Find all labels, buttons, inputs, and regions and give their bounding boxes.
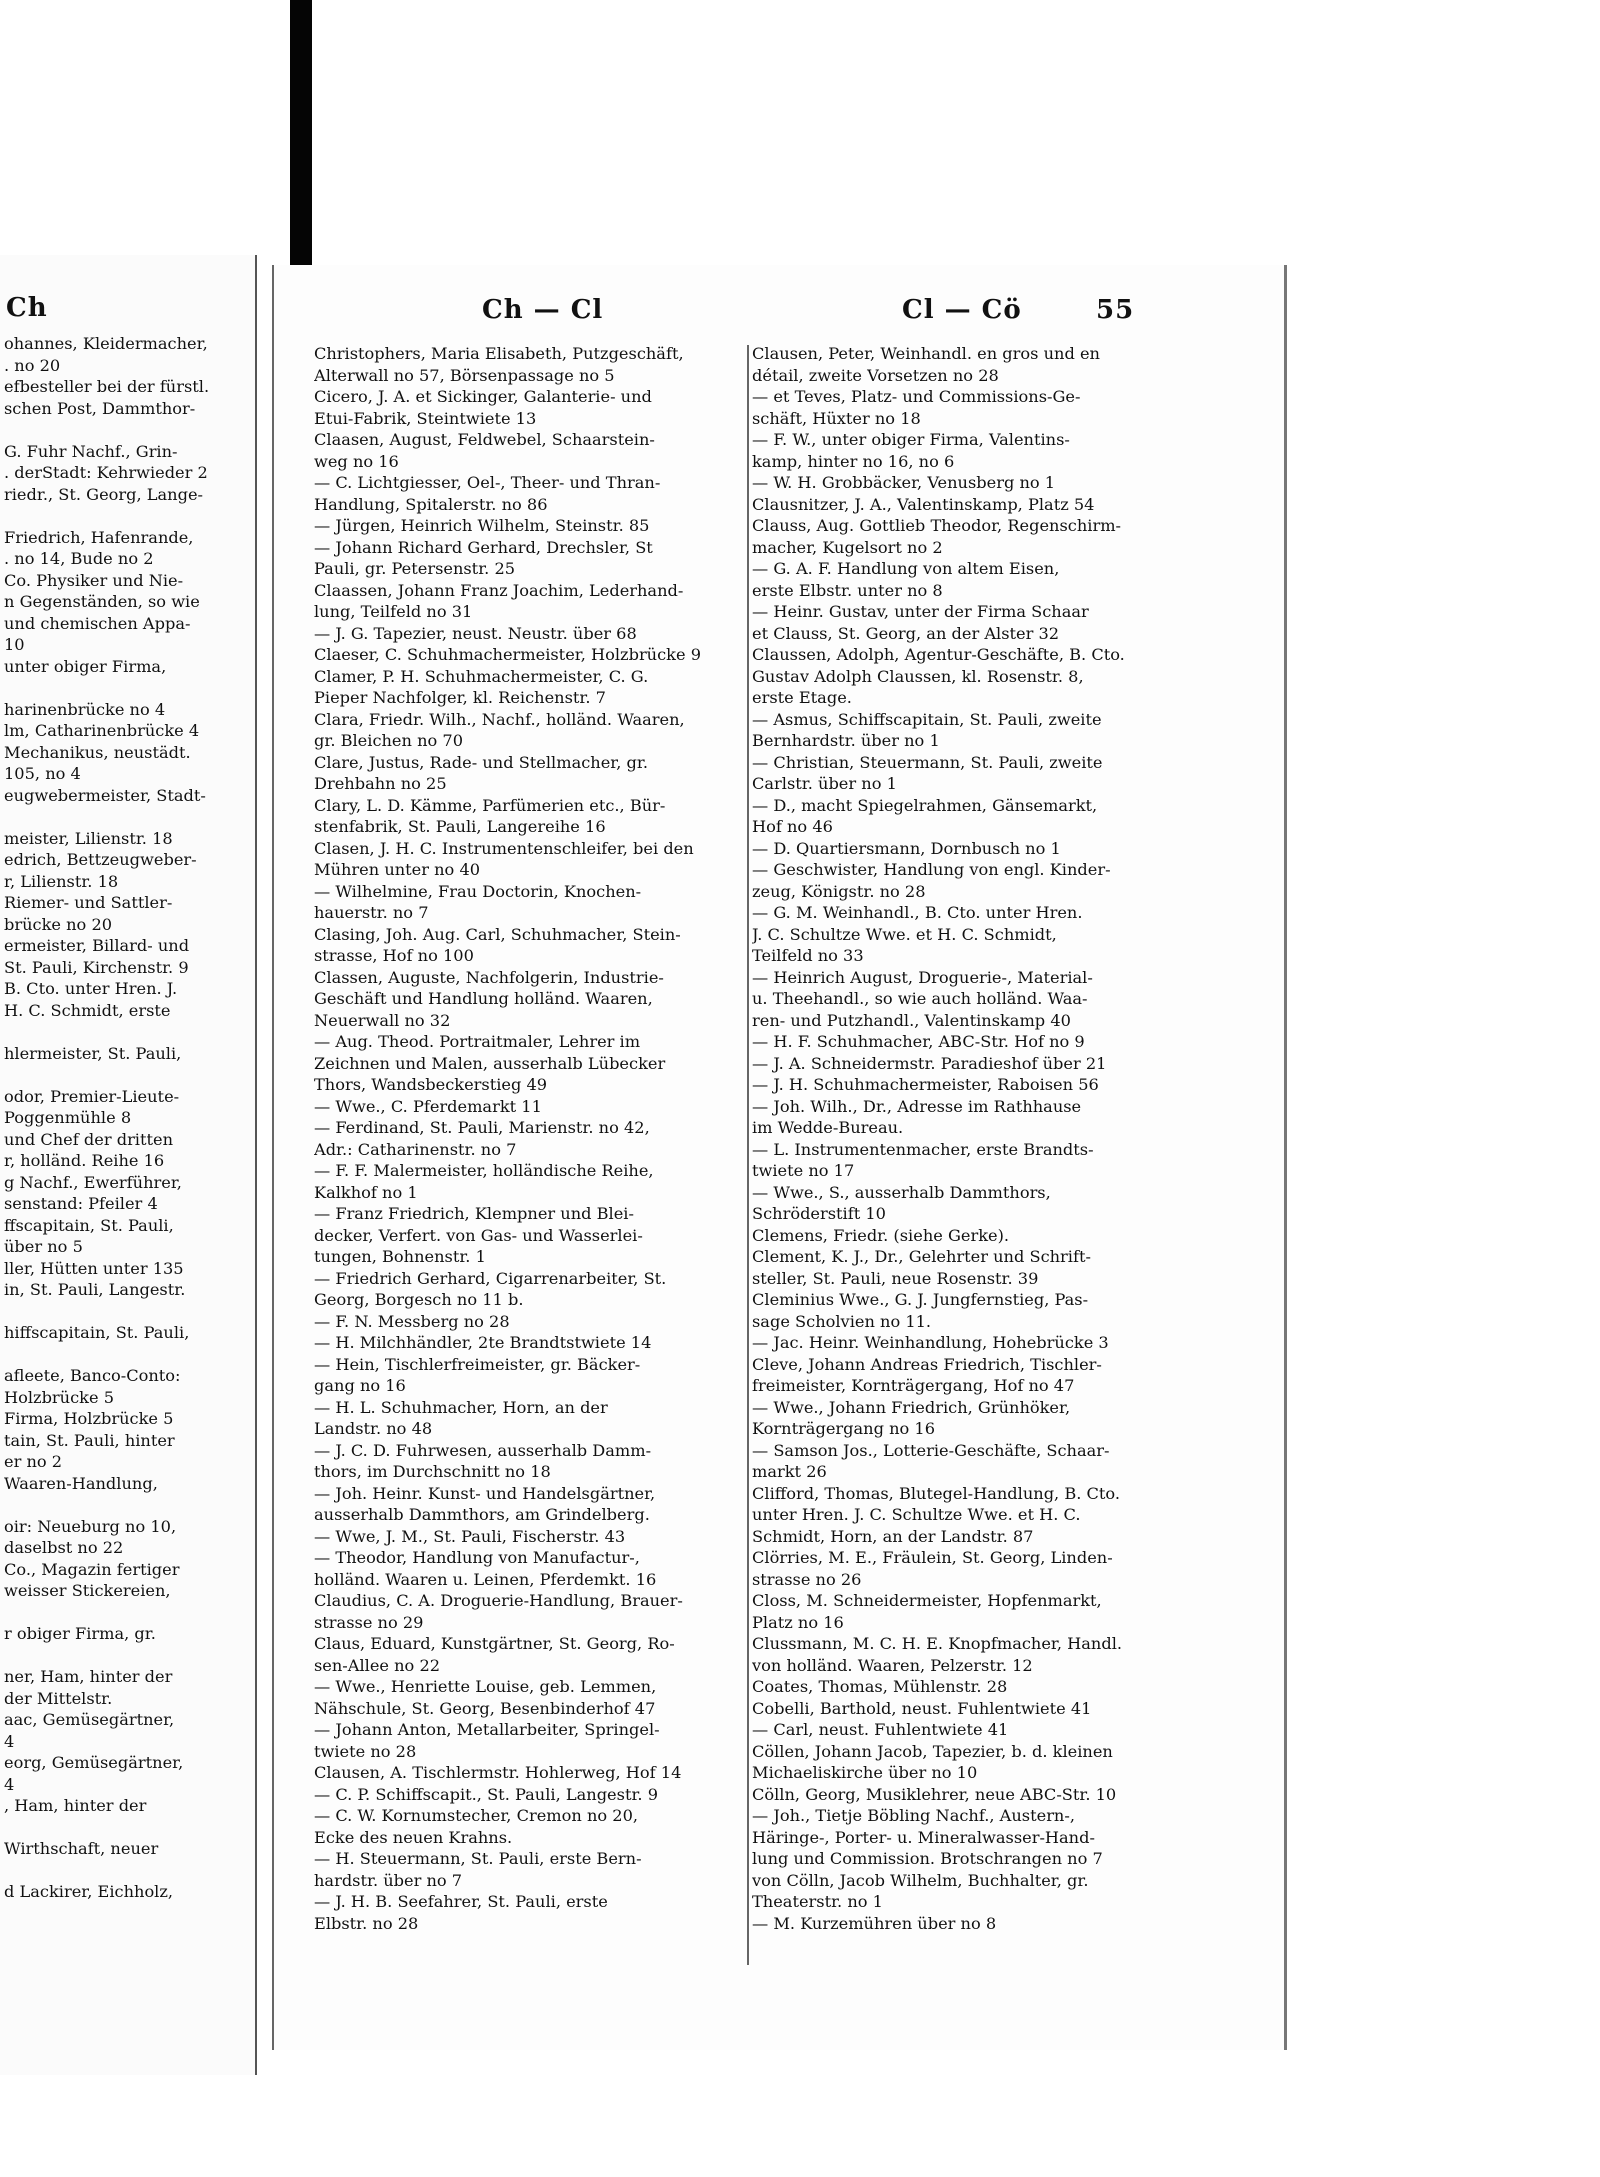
directory-line: B. Cto. unter Hren. J. <box>4 979 178 998</box>
directory-entry-line: Clasing, Joh. Aug. Carl, Schuhmacher, Stein- <box>314 924 681 944</box>
directory-entry-line: erste Elbstr. unter no 8 <box>752 580 943 600</box>
directory-entry-line: — G. M. Weinhandl., B. Cto. unter Hren. <box>752 903 1083 922</box>
directory-entry-line: — F. W., unter obiger Firma, Valentins- <box>752 430 1070 449</box>
directory-entry-line: — H. Milchhändler, 2te Brandtstwiete 14 <box>314 1333 652 1352</box>
directory-entry-line: Ecke des neuen Krahns. <box>314 1827 513 1847</box>
directory-entry-line: — Ferdinand, St. Pauli, Marienstr. no 42, <box>314 1118 650 1137</box>
directory-entry-line: zeug, Königstr. no 28 <box>752 881 926 901</box>
directory-entry-line: Theaterstr. no 1 <box>752 1892 883 1911</box>
directory-line: r, holländ. Reihe 16 <box>4 1151 165 1170</box>
directory-entry-line: Classen, Auguste, Nachfolgerin, Industrie- <box>314 967 664 987</box>
directory-entry-line: — Hein, Tischlerfreimeister, gr. Bäcker- <box>314 1354 641 1374</box>
directory-entry-line: weg no 16 <box>314 451 399 471</box>
directory-line: und Chef der dritten <box>4 1129 174 1149</box>
directory-entry-line: Pauli, gr. Petersenstr. 25 <box>314 559 516 578</box>
directory-entry-line: — Franz Friedrich, Klempner und Blei- <box>314 1204 634 1223</box>
directory-line: weisser Stickereien, <box>4 1581 171 1600</box>
directory-entry-line: Claassen, Johann Franz Joachim, Lederhand- <box>314 580 684 600</box>
directory-entry-line: von Cölln, Jacob Wilhelm, Buchhalter, gr. <box>752 1870 1089 1890</box>
directory-entry-line: — Wwe., Henriette Louise, geb. Lemmen, <box>314 1677 657 1696</box>
directory-entry-line: — J. C. D. Fuhrwesen, ausserhalb Damm- <box>314 1440 652 1460</box>
directory-line <box>4 1344 252 1366</box>
directory-entry-line: Cöllen, Johann Jacob, Tapezier, b. d. kleinen <box>752 1741 1113 1761</box>
directory-line: 10 <box>4 635 25 654</box>
directory-entry-line: Claudius, C. A. Droguerie-Handlung, Brauer- <box>314 1591 683 1610</box>
directory-entry-line: Schmidt, Horn, an der Landstr. 87 <box>752 1526 1034 1546</box>
directory-entry-line: u. Theehandl., so wie auch holländ. Waa- <box>752 989 1088 1008</box>
directory-line <box>4 1301 252 1323</box>
directory-entry-line: Cleve, Johann Andreas Friedrich, Tischler- <box>752 1354 1102 1374</box>
directory-entry-line: Clara, Friedr. Wilh., Nachf., holländ. Waaren, <box>314 709 685 729</box>
directory-entry-line: stenfabrik, St. Pauli, Langereihe 16 <box>314 817 606 836</box>
directory-entry-line: twiete no 17 <box>752 1161 855 1180</box>
directory-line: über no 5 <box>4 1237 83 1256</box>
directory-entry-line: — Johann Richard Gerhard, Drechsler, St <box>314 537 653 557</box>
directory-entry-line: Christophers, Maria Elisabeth, Putzgeschäft, <box>314 344 684 363</box>
page-number: 55 <box>1096 295 1135 325</box>
directory-line: meister, Lilienstr. 18 <box>4 828 173 848</box>
directory-entry-line: Hof no 46 <box>752 817 833 836</box>
directory-line: g Nachf., Ewerführer, <box>4 1172 182 1192</box>
directory-line <box>4 1860 252 1882</box>
directory-line: . no 20 <box>4 355 61 375</box>
directory-line <box>4 806 252 828</box>
directory-entry-line: — Samson Jos., Lotterie-Geschäfte, Schaar- <box>752 1440 1110 1460</box>
directory-entry-line: Bernhardstr. über no 1 <box>752 731 940 750</box>
directory-entry-line: Teilfeld no 33 <box>752 946 864 965</box>
directory-entry-line: Handlung, Spitalerstr. no 86 <box>314 494 548 514</box>
directory-entry-line: Cicero, J. A. et Sickinger, Galanterie- und <box>314 387 652 406</box>
directory-entry-line: Häringe-, Porter- u. Mineralwasser-Hand- <box>752 1827 1095 1847</box>
directory-entry-line: Clasen, J. H. C. Instrumentenschleifer, bei den <box>314 838 694 858</box>
directory-line: efbesteller bei der fürstl. <box>4 377 210 396</box>
directory-entry-line: sage Scholvien no 11. <box>752 1311 932 1331</box>
directory-line: ermeister, Billard- und <box>4 936 190 955</box>
directory-entry-line: Clausen, Peter, Weinhandl. en gros und en <box>752 344 1100 363</box>
directory-entry-line: Georg, Borgesch no 11 b. <box>314 1290 524 1309</box>
directory-line: G. Fuhr Nachf., Grin- <box>4 441 178 461</box>
directory-line <box>4 1645 252 1667</box>
directory-line: odor, Premier-Lieute- <box>4 1086 180 1106</box>
directory-line: Poggenmühle 8 <box>4 1108 132 1127</box>
directory-entry-line: strasse no 29 <box>314 1612 424 1632</box>
directory-entry-line: Clement, K. J., Dr., Gelehrter und Schrift- <box>752 1247 1091 1266</box>
directory-entry-line: Clussmann, M. C. H. E. Knopfmacher, Handl. <box>752 1634 1123 1653</box>
directory-line <box>4 1817 252 1839</box>
directory-entry-line: im Wedde-Bureau. <box>752 1118 904 1137</box>
directory-entry-line: J. C. Schultze Wwe. et H. C. Schmidt, <box>752 924 1057 944</box>
directory-entry-line: — Johann Anton, Metallarbeiter, Springel- <box>314 1720 660 1739</box>
column-divider <box>747 345 749 1965</box>
directory-entry-line: détail, zweite Vorsetzen no 28 <box>752 365 999 385</box>
directory-line: der Mittelstr. <box>4 1688 113 1708</box>
directory-entry-line: schäft, Hüxter no 18 <box>752 408 921 428</box>
directory-entry-line: Etui-Fabrik, Steintwiete 13 <box>314 408 537 428</box>
directory-entry-line: — Friedrich Gerhard, Cigarrenarbeiter, St. <box>314 1268 667 1288</box>
directory-line: aac, Gemüsegärtner, <box>4 1710 175 1729</box>
directory-entry-line: Kalkhof no 1 <box>314 1182 418 1202</box>
directory-line: er no 2 <box>4 1452 63 1471</box>
directory-entry-line: Pieper Nachfolger, kl. Reichenstr. 7 <box>314 688 606 707</box>
directory-entry-line: Claeser, C. Schuhmachermeister, Holzbrücke 9 <box>314 645 702 664</box>
directory-line: senstand: Pfeiler 4 <box>4 1194 158 1213</box>
directory-entry-line: — Joh. Wilh., Dr., Adresse im Rathhause <box>752 1096 1082 1116</box>
directory-entry-line: Zeichnen und Malen, ausserhalb Lübecker <box>314 1053 666 1073</box>
directory-line: afleete, Banco-Conto: <box>4 1366 181 1385</box>
directory-line: Mechanikus, neustädt. <box>4 742 191 762</box>
directory-entry-line: steller, St. Pauli, neue Rosenstr. 39 <box>752 1268 1039 1288</box>
directory-line <box>4 1064 252 1086</box>
directory-line: ohannes, Kleidermacher, <box>4 334 208 353</box>
directory-entry-line: — J. A. Schneidermstr. Paradieshof über 21 <box>752 1053 1107 1073</box>
directory-entry-line: — Jürgen, Heinrich Wilhelm, Steinstr. 85 <box>314 516 650 535</box>
directory-entry-line: — Heinrich August, Droguerie-, Material- <box>752 967 1093 987</box>
directory-entry-line: Coates, Thomas, Mühlenstr. 28 <box>752 1677 1008 1696</box>
directory-line: Co., Magazin fertiger <box>4 1559 180 1579</box>
directory-entry-line: Clary, L. D. Kämme, Parfümerien etc., Bür- <box>314 795 666 815</box>
directory-entry-line: markt 26 <box>752 1462 827 1481</box>
directory-entry-line: — C. P. Schiffscapit., St. Pauli, Langestr. 9 <box>314 1784 658 1804</box>
directory-line: 4 <box>4 1731 15 1751</box>
directory-entry-line: — Joh., Tietje Böbling Nachf., Austern-, <box>752 1806 1075 1825</box>
directory-line: ner, Ham, hinter der <box>4 1667 173 1686</box>
left-page-column <box>4 333 252 1903</box>
directory-entry-line: freimeister, Kornträgergang, Hof no 47 <box>752 1376 1075 1395</box>
directory-entry-line: — D., macht Spiegelrahmen, Gänsemarkt, <box>752 795 1098 815</box>
directory-entry-line: Clauss, Aug. Gottlieb Theodor, Regenschirm- <box>752 516 1122 535</box>
directory-entry-line: unter Hren. J. C. Schultze Wwe. et H. C. <box>752 1505 1081 1524</box>
directory-entry-line: — Wwe., C. Pferdemarkt 11 <box>314 1096 542 1116</box>
directory-entry-line: Neuerwall no 32 <box>314 1010 451 1030</box>
directory-line: . derStadt: Kehrwieder 2 <box>4 463 208 482</box>
directory-entry-line: — Wwe, J. M., St. Pauli, Fischerstr. 43 <box>314 1526 626 1546</box>
directory-entry-line: Alterwall no 57, Börsenpassage no 5 <box>314 365 615 385</box>
directory-entry-line: holländ. Waaren u. Leinen, Pferdemkt. 16 <box>314 1569 657 1589</box>
directory-line: eugwebermeister, Stadt- <box>4 785 206 805</box>
directory-entry-line: — Wilhelmine, Frau Doctorin, Knochen- <box>314 881 642 901</box>
directory-entry-line: Clörries, M. E., Fräulein, St. Georg, Linden- <box>752 1548 1113 1567</box>
directory-entry-line: Nähschule, St. Georg, Besenbinderhof 47 <box>314 1698 656 1718</box>
left-page-header: Ch <box>6 293 48 323</box>
directory-line: H. C. Schmidt, erste <box>4 1000 171 1020</box>
directory-entry-line: — J. G. Tapezier, neust. Neustr. über 68 <box>314 623 637 643</box>
directory-entry-line: tungen, Bohnenstr. 1 <box>314 1247 486 1266</box>
directory-entry-line: — Carl, neust. Fuhlentwiete 41 <box>752 1720 1009 1739</box>
directory-entry-line: — Aug. Theod. Portraitmaler, Lehrer im <box>314 1032 641 1051</box>
directory-entry-line: gr. Bleichen no 70 <box>314 731 463 750</box>
book-binding <box>290 0 312 275</box>
directory-entry-line: Schröderstift 10 <box>752 1204 886 1223</box>
directory-entry-line: — C. W. Kornumstecher, Cremon no 20, <box>314 1806 639 1825</box>
directory-line: oir: Neueburg no 10, <box>4 1516 177 1536</box>
directory-line <box>4 505 252 527</box>
directory-entry-line: twiete no 28 <box>314 1741 417 1761</box>
right-page-header-left: Ch — Cl <box>482 295 604 325</box>
directory-entry-line: — H. F. Schuhmacher, ABC-Str. Hof no 9 <box>752 1032 1085 1051</box>
directory-entry-line: ausserhalb Dammthors, am Grindelberg. <box>314 1505 650 1524</box>
directory-entry-line: Elbstr. no 28 <box>314 1913 419 1933</box>
directory-entry-line: Clemens, Friedr. (siehe Gerke). <box>752 1225 1010 1245</box>
directory-entry-line: Clifford, Thomas, Blutegel-Handlung, B. Cto. <box>752 1483 1121 1503</box>
directory-line: hlermeister, St. Pauli, <box>4 1043 182 1063</box>
directory-line: n Gegenständen, so wie <box>4 592 200 611</box>
directory-entry-line: Mühren unter no 40 <box>314 860 481 879</box>
directory-entry-line: Claasen, August, Feldwebel, Schaarstein- <box>314 430 655 449</box>
directory-entry-line: Claus, Eduard, Kunstgärtner, St. Georg, Ro- <box>314 1634 675 1653</box>
directory-entry-line: — Joh. Heinr. Kunst- und Handelsgärtner, <box>314 1483 656 1503</box>
directory-column-right <box>752 343 1232 1934</box>
directory-entry-line: Adr.: Catharinenstr. no 7 <box>314 1139 517 1159</box>
directory-entry-line: — Wwe., S., ausserhalb Dammthors, <box>752 1182 1051 1202</box>
directory-entry-line: — F. N. Messberg no 28 <box>314 1311 510 1331</box>
directory-entry-line: — Heinr. Gustav, unter der Firma Schaar <box>752 602 1089 621</box>
directory-line <box>4 1494 252 1516</box>
directory-entry-line: — L. Instrumentenmacher, erste Brandts- <box>752 1139 1094 1159</box>
directory-entry-line: strasse no 26 <box>752 1569 862 1589</box>
directory-entry-line: — Christian, Steuermann, St. Pauli, zweite <box>752 752 1103 772</box>
directory-line: Holzbrücke 5 <box>4 1387 114 1407</box>
directory-entry-line: sen-Allee no 22 <box>314 1655 441 1675</box>
directory-entry-line: — M. Kurzemühren über no 8 <box>752 1913 997 1933</box>
directory-entry-line: Cobelli, Barthold, neust. Fuhlentwiete 41 <box>752 1698 1092 1718</box>
directory-line: in, St. Pauli, Langestr. <box>4 1280 186 1299</box>
directory-line: hiffscapitain, St. Pauli, <box>4 1323 190 1342</box>
directory-entry-line: — J. H. Schuhmachermeister, Raboisen 56 <box>752 1075 1099 1094</box>
directory-entry-line: hardstr. über no 7 <box>314 1870 463 1890</box>
directory-line: 4 <box>4 1774 15 1794</box>
directory-entry-line: strasse, Hof no 100 <box>314 946 474 965</box>
directory-entry-line: — Geschwister, Handlung von engl. Kinder- <box>752 860 1111 879</box>
directory-line: Friedrich, Hafenrande, <box>4 527 194 547</box>
right-page <box>272 265 1287 2050</box>
directory-entry-line: kamp, hinter no 16, no 6 <box>752 451 955 471</box>
directory-entry-line: — W. H. Grobbäcker, Venusberg no 1 <box>752 473 1056 492</box>
directory-line: ffscapitain, St. Pauli, <box>4 1215 174 1235</box>
directory-entry-line: Cölln, Georg, Musiklehrer, neue ABC-Str. 10 <box>752 1784 1117 1804</box>
directory-line <box>4 677 252 699</box>
directory-entry-line: — et Teves, Platz- und Commissions-Ge- <box>752 387 1081 406</box>
directory-entry-line: — Wwe., Johann Friedrich, Grünhöker, <box>752 1397 1071 1417</box>
directory-entry-line: Geschäft und Handlung holländ. Waaren, <box>314 989 653 1008</box>
directory-entry-line: ren- und Putzhandl., Valentinskamp 40 <box>752 1010 1071 1030</box>
directory-line: edrich, Bettzeugweber- <box>4 850 197 869</box>
directory-entry-line: Kornträgergang no 16 <box>752 1419 936 1438</box>
directory-entry-line: — D. Quartiersmann, Dornbusch no 1 <box>752 838 1061 858</box>
directory-line: Firma, Holzbrücke 5 <box>4 1409 174 1428</box>
directory-line: Wirthschaft, neuer <box>4 1839 159 1858</box>
directory-entry-line: Carlstr. über no 1 <box>752 774 897 793</box>
directory-entry-line: Michaeliskirche über no 10 <box>752 1763 978 1782</box>
directory-entry-line: — Theodor, Handlung von Manufactur-, <box>314 1548 640 1567</box>
directory-entry-line: Drehbahn no 25 <box>314 774 447 793</box>
directory-entry-line: Cleminius Wwe., G. J. Jungfernstieg, Pas- <box>752 1290 1089 1309</box>
directory-entry-line: Clausen, A. Tischlermstr. Hohlerweg, Hof 14 <box>314 1763 682 1782</box>
directory-line: riedr., St. Georg, Lange- <box>4 484 204 504</box>
directory-line: eorg, Gemüsegärtner, <box>4 1753 184 1772</box>
directory-line: lm, Catharinenbrücke 4 <box>4 721 200 740</box>
left-page <box>0 255 257 2075</box>
directory-line: daselbst no 22 <box>4 1538 124 1557</box>
directory-line: r obiger Firma, gr. <box>4 1624 156 1643</box>
directory-entry-line: — H. L. Schuhmacher, Horn, an der <box>314 1397 608 1417</box>
directory-entry-line: — H. Steuermann, St. Pauli, erste Bern- <box>314 1849 642 1868</box>
directory-line: ller, Hütten unter 135 <box>4 1258 184 1278</box>
directory-line: brücke no 20 <box>4 914 113 934</box>
directory-entry-line: et Clauss, St. Georg, an der Alster 32 <box>752 623 1060 643</box>
directory-entry-line: decker, Verfert. von Gas- und Wasserlei- <box>314 1225 643 1245</box>
directory-line <box>4 1021 252 1043</box>
directory-line: tain, St. Pauli, hinter <box>4 1430 175 1450</box>
directory-line: d Lackirer, Eichholz, <box>4 1882 174 1901</box>
right-page-header-right: Cl — Cö <box>902 295 1022 325</box>
directory-entry-line: — Asmus, Schiffscapitain, St. Pauli, zweite <box>752 709 1102 729</box>
directory-line: St. Pauli, Kirchenstr. 9 <box>4 957 189 977</box>
directory-entry-line: Clare, Justus, Rade- und Stellmacher, gr. <box>314 752 649 772</box>
directory-line: , Ham, hinter der <box>4 1796 147 1815</box>
directory-line: 105, no 4 <box>4 764 81 783</box>
directory-line <box>4 1602 252 1624</box>
directory-entry-line: hauerstr. no 7 <box>314 903 429 922</box>
directory-column-left <box>314 343 786 1934</box>
directory-entry-line: — F. F. Malermeister, holländische Reihe, <box>314 1161 654 1180</box>
directory-line: . no 14, Bude no 2 <box>4 549 154 568</box>
directory-entry-line: Closs, M. Schneidermeister, Hopfenmarkt, <box>752 1591 1102 1610</box>
directory-entry-line: von holländ. Waaren, Pelzerstr. 12 <box>752 1655 1033 1675</box>
directory-entry-line: erste Etage. <box>752 688 852 707</box>
directory-entry-line: lung, Teilfeld no 31 <box>314 602 473 621</box>
directory-line: Riemer- und Sattler- <box>4 893 173 912</box>
directory-line <box>4 419 252 441</box>
directory-entry-line: Clamer, P. H. Schuhmachermeister, C. G. <box>314 666 649 686</box>
directory-line: unter obiger Firma, <box>4 656 167 676</box>
directory-entry-line: macher, Kugelsort no 2 <box>752 537 943 557</box>
directory-entry-line: Landstr. no 48 <box>314 1419 433 1438</box>
directory-entry-line: Platz no 16 <box>752 1612 844 1632</box>
directory-entry-line: — C. Lichtgiesser, Oel-, Theer- und Thran- <box>314 473 661 492</box>
directory-line: und chemischen Appa- <box>4 613 191 633</box>
directory-entry-line: — J. H. B. Seefahrer, St. Pauli, erste <box>314 1892 608 1911</box>
directory-entry-line: — Jac. Heinr. Weinhandlung, Hohebrücke 3 <box>752 1333 1109 1352</box>
directory-entry-line: Thors, Wandsbeckerstieg 49 <box>314 1075 548 1094</box>
directory-entry-line: Claussen, Adolph, Agentur-Geschäfte, B. Cto. <box>752 645 1125 664</box>
directory-entry-line: lung und Commission. Brotschrangen no 7 <box>752 1849 1103 1868</box>
directory-entry-line: thors, im Durchschnitt no 18 <box>314 1462 551 1481</box>
directory-entry-line: — G. A. F. Handlung von altem Eisen, <box>752 559 1060 578</box>
directory-line: r, Lilienstr. 18 <box>4 871 119 891</box>
directory-line: schen Post, Dammthor- <box>4 398 196 418</box>
directory-line: harinenbrücke no 4 <box>4 699 166 719</box>
directory-entry-line: Clausnitzer, J. A., Valentinskamp, Platz 54 <box>752 494 1095 514</box>
directory-entry-line: Gustav Adolph Claussen, kl. Rosenstr. 8, <box>752 666 1084 686</box>
directory-line: Co. Physiker und Nie- <box>4 570 184 590</box>
directory-entry-line: gang no 16 <box>314 1376 406 1395</box>
directory-line: Waaren-Handlung, <box>4 1473 158 1493</box>
